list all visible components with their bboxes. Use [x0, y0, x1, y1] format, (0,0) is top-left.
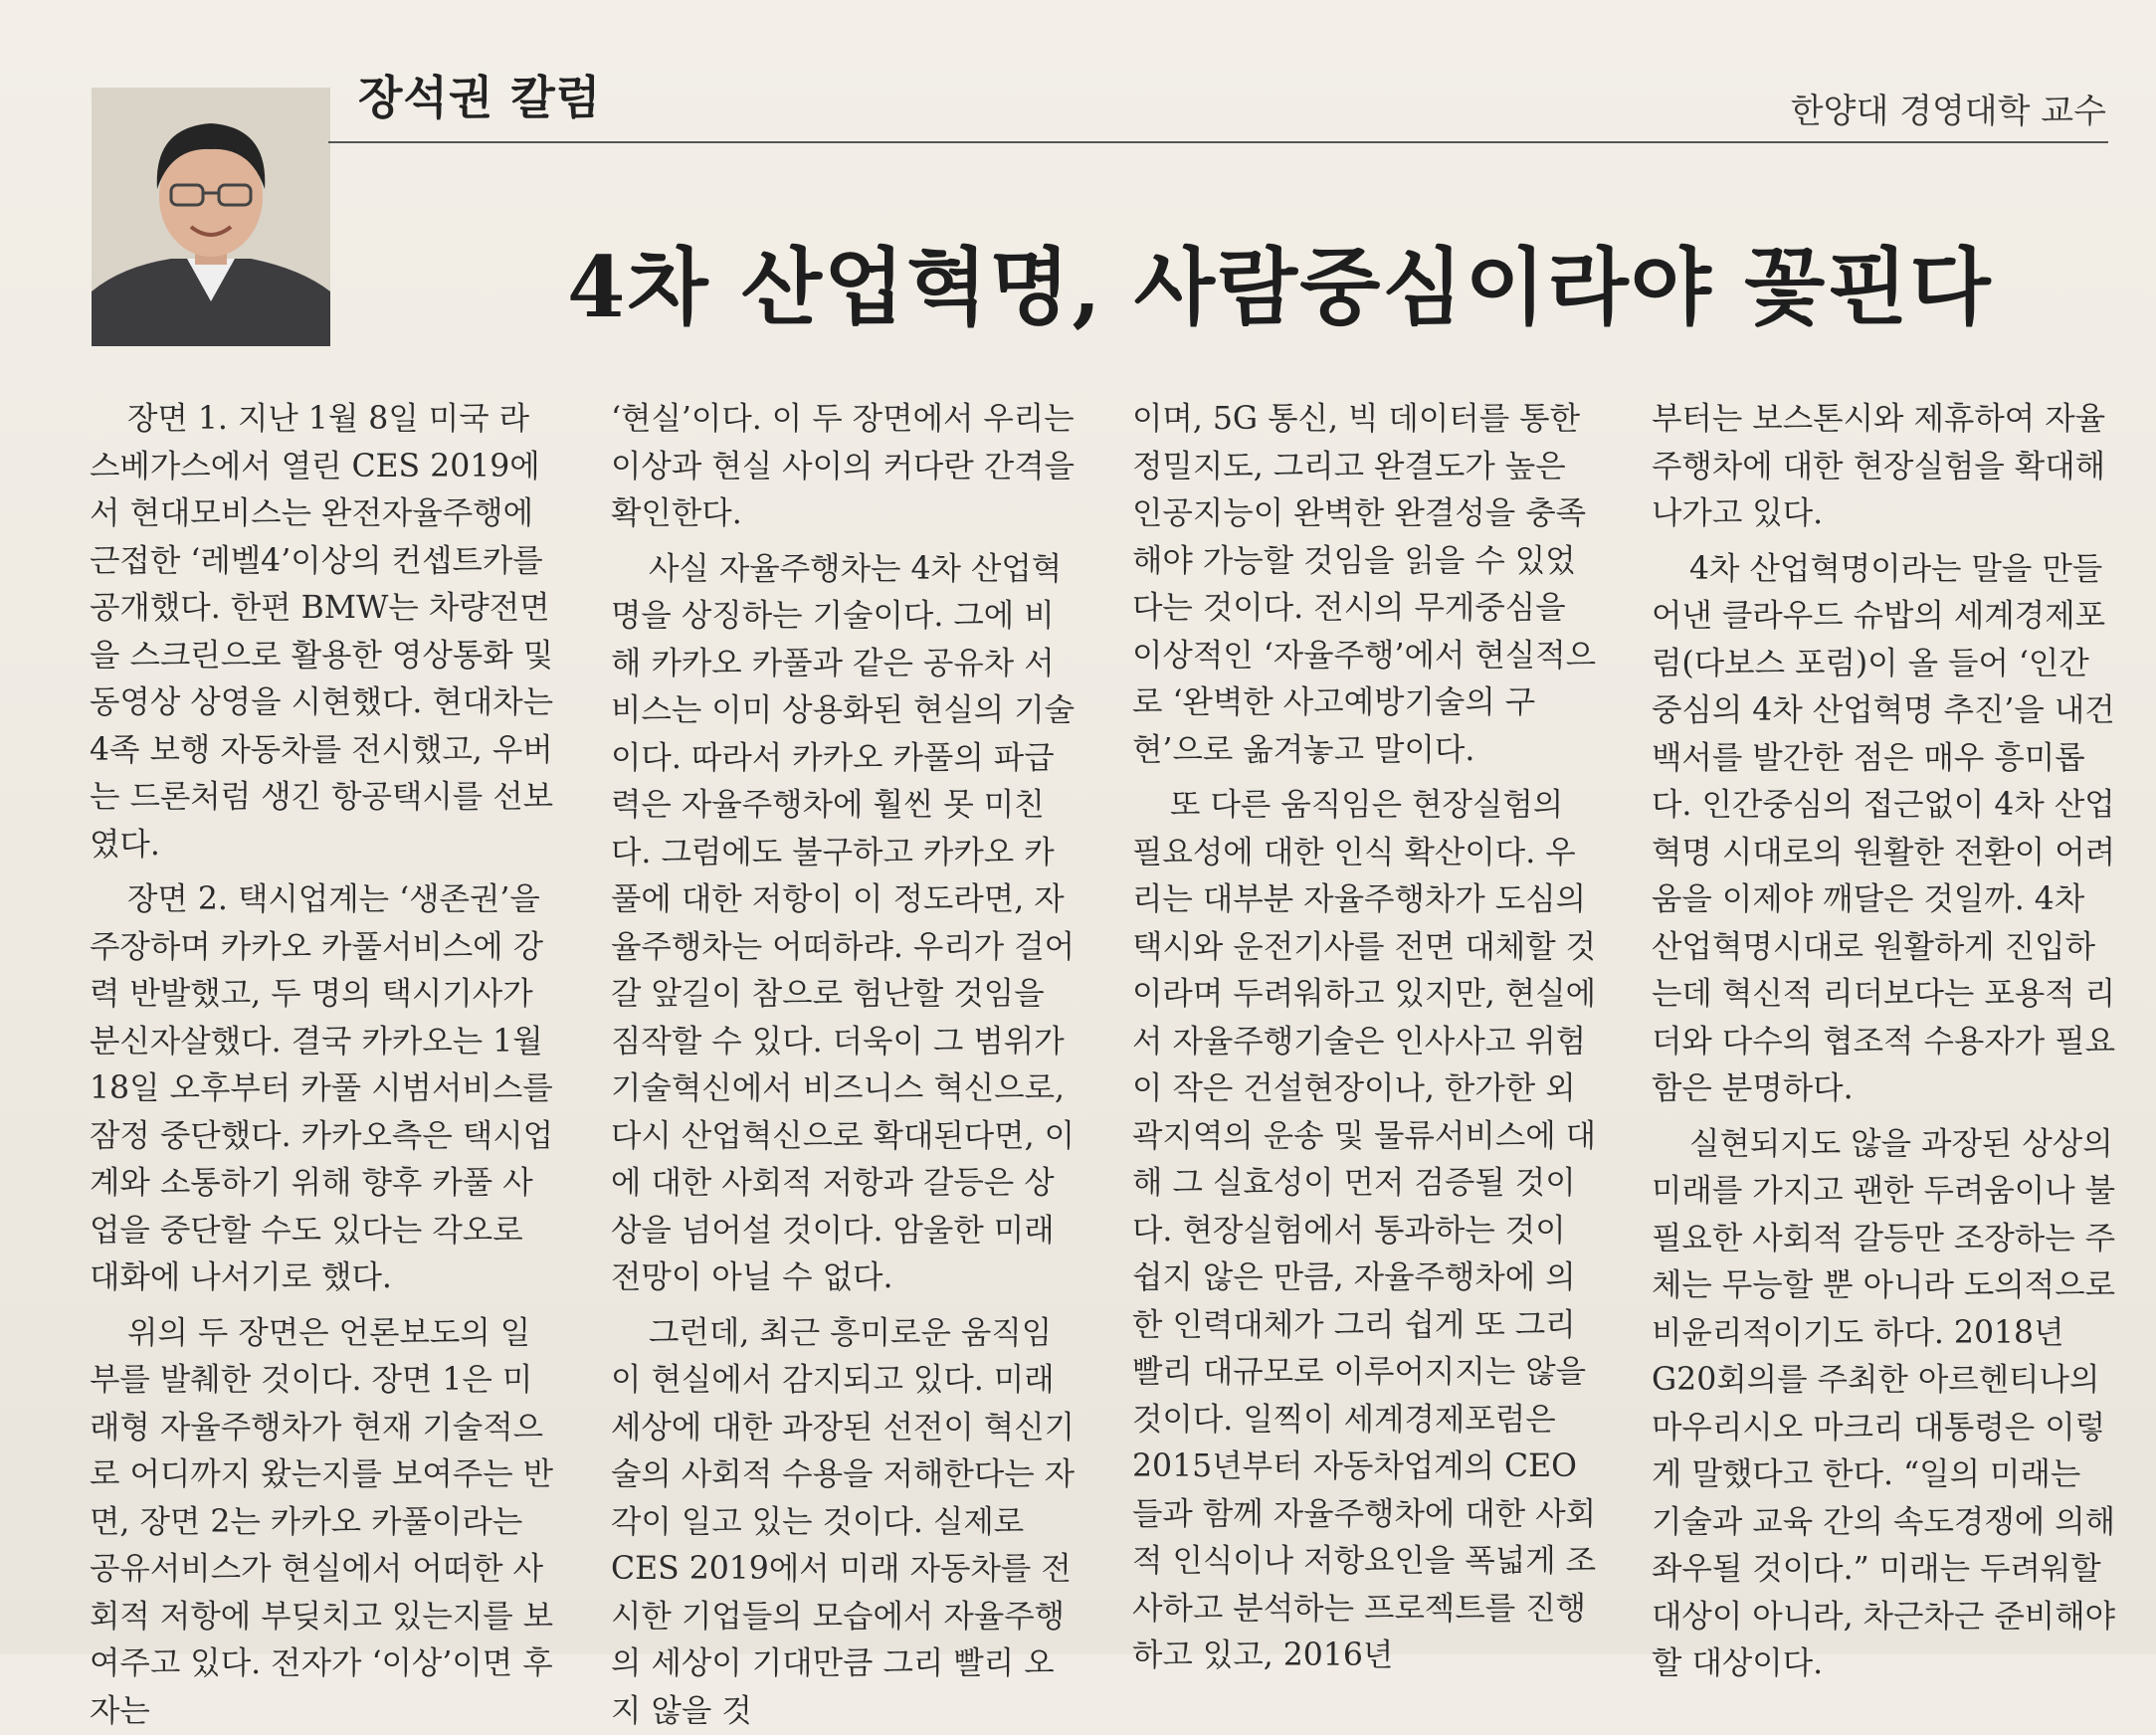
headline: 4차 산업혁명, 사람중심이라야 꽃핀다 [567, 221, 1993, 341]
article-column-1 [90, 396, 557, 1735]
article-column-4 [1652, 396, 2119, 1688]
paragraph: 실현되지도 않을 과장된 상상의 미래를 가지고 괜한 두려움이나 불필요한 사회적 갈등만 조장하는 주체는 무능할 뿐 아니라 도의적으로 비윤리적이기도 하다. 2018년 G20회의를 주최한 아르헨티나의 마우리시오 마크리 대통령은 이렇게 말했다고 한다. “일의 미래는 기술과 교육 간의 속도경쟁에 의해 좌우될 것이다.” 미래는 두려워할 대상이 아니라, 차근차근 준비해야 할 대상이다. [1652, 1121, 2119, 1688]
author-portrait-image [92, 88, 330, 346]
paragraph: 그런데, 최근 흥미로운 움직임이 현실에서 감지되고 있다. 미래 세상에 대한 과장된 선전이 혁신기술의 사회적 수용을 저해한다는 자각이 일고 있는 것이다. 실제로 CES 2019에서 미래 자동차를 전시한 기업들의 모습에서 자율주행의 세상이 기대만큼 그리 빨리 오지 않을 것 [611, 1310, 1078, 1735]
paragraph: 4차 산업혁명이라는 말을 만들어낸 클라우드 슈밥의 세계경제포럼(다보스 포럼)이 올 들어 ‘인간중심의 4차 산업혁명 추진’을 내건 백서를 발간한 점은 매우 흥미롭다. 인간중심의 접근없이 4차 산업혁명 시대로의 원활한 전환이 어려움을 이제야 깨달은 것일까. 4차 산업혁명시대로 원활하게 진입하는데 혁신적 리더보다는 포용적 리더와 다수의 협조적 수용자가 필요함은 분명하다. [1652, 546, 2119, 1113]
author-photo [92, 88, 330, 346]
author-title: 한양대 경영대학 교수 [1791, 84, 2106, 132]
paragraph: 부터는 보스톤시와 제휴하여 자율주행차에 대한 현장실험을 확대해 나가고 있다. [1652, 396, 2119, 538]
column-label: 장석권 칼럼 [358, 62, 601, 127]
paragraph: 장면 2. 택시업계는 ‘생존권’을 주장하며 카카오 카풀서비스에 강력 반발했고, 두 명의 택시기사가 분신자살했다. 결국 카카오는 1월 18일 오후부터 카풀 시범서비스를 잠정 중단했다. 카카오측은 택시업계와 소통하기 위해 향후 카풀 사업을 중단할 수도 있다는 각오로 대화에 나서기로 했다. [90, 876, 557, 1302]
paragraph: 이며, 5G 통신, 빅 데이터를 통한 정밀지도, 그리고 완결도가 높은 인공지능이 완벽한 완결성을 충족해야 가능할 것임을 읽을 수 있었다는 것이다. 전시의 무게중심을 이상적인 ‘자율주행’에서 현실적으로 ‘완벽한 사고예방기술의 구현’으로 옮겨놓고 말이다. [1132, 396, 1600, 774]
header-divider [328, 141, 2108, 143]
paragraph: 위의 두 장면은 언론보도의 일부를 발췌한 것이다. 장면 1은 미래형 자율주행차가 현재 기술적으로 어디까지 왔는지를 보여주는 반면, 장면 2는 카카오 카풀이라는 공유서비스가 현실에서 어떠한 사회적 저항에 부딪치고 있는지를 보여주고 있다. 전자가 ‘이상’이면 후자는 [90, 1310, 557, 1735]
paragraph: 사실 자율주행차는 4차 산업혁명을 상징하는 기술이다. 그에 비해 카카오 카풀과 같은 공유차 서비스는 이미 상용화된 현실의 기술이다. 따라서 카카오 카풀의 파급력은 자율주행차에 훨씬 못 미친다. 그럼에도 불구하고 카카오 카풀에 대한 저항이 이 정도라면, 자율주행차는 어떠하랴. 우리가 걸어갈 앞길이 참으로 험난할 것임을 짐작할 수 있다. 더욱이 그 범위가 기술혁신에서 비즈니스 혁신으로, 다시 산업혁신으로 확대된다면, 이에 대한 사회적 저항과 갈등은 상상을 넘어설 것이다. 암울한 미래전망이 아닐 수 없다. [611, 546, 1078, 1302]
paragraph: 장면 1. 지난 1월 8일 미국 라스베가스에서 열린 CES 2019에서 현대모비스는 완전자율주행에 근접한 ‘레벨4’이상의 컨셉트카를 공개했다. 한편 BMW는 차량전면을 스크린으로 활용한 영상통화 및 동영상 상영을 시현했다. 현대차는 4족 보행 자동차를 전시했고, 우버는 드론처럼 생긴 항공택시를 선보였다. [90, 396, 557, 868]
article-column-3 [1132, 396, 1600, 1680]
paragraph: ‘현실’이다. 이 두 장면에서 우리는 이상과 현실 사이의 커다란 간격을 확인한다. [611, 396, 1078, 538]
article-column-2 [611, 396, 1078, 1735]
paragraph: 또 다른 움직임은 현장실험의 필요성에 대한 인식 확산이다. 우리는 대부분 자율주행차가 도심의 택시와 운전기사를 전면 대체할 것이라며 두려워하고 있지만, 현실에서 자율주행기술은 인사사고 위험이 작은 건설현장이나, 한가한 외곽지역의 운송 및 물류서비스에 대해 그 실효성이 먼저 검증될 것이다. 현장실험에서 통과하는 것이 쉽지 않은 만큼, 자율주행차에 의한 인력대체가 그리 쉽게 또 그리 빨리 대규모로 이루어지지는 않을 것이다. 일찍이 세계경제포럼은 2015년부터 자동차업계의 CEO들과 함께 자율주행차에 대한 사회적 인식이나 저항요인을 폭넓게 조사하고 분석하는 프로젝트를 진행하고 있고, 2016년 [1132, 782, 1600, 1680]
